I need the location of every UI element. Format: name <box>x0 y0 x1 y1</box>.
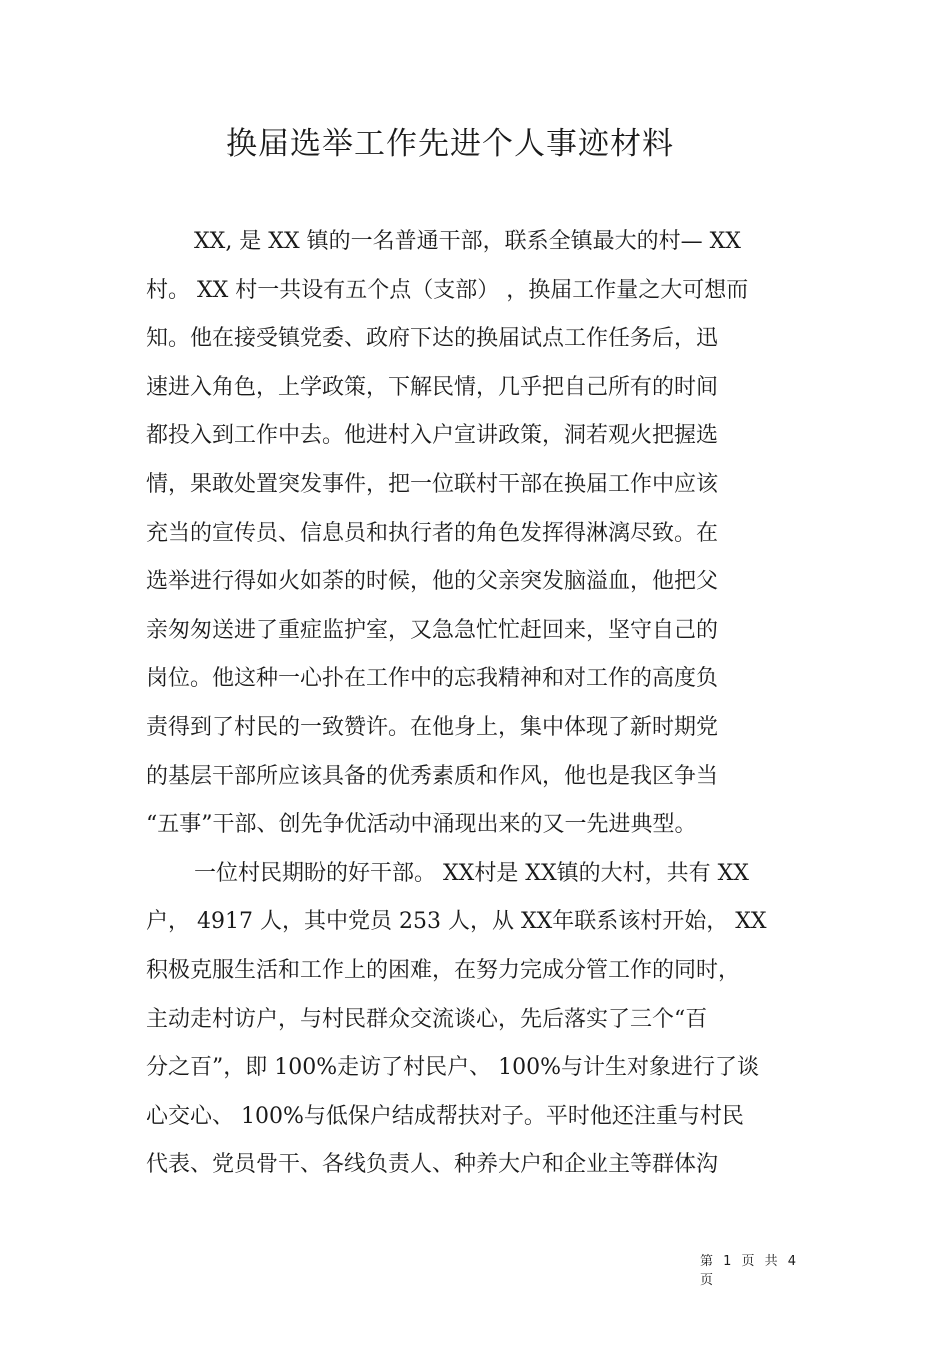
paragraph-line: 村。 XX 村一共设有五个点（支部） ，换届工作量之大可想而 <box>146 277 749 303</box>
paragraph-line: 主动走村访户，与村民群众交流谈心，先后落实了三个“百 <box>146 1006 708 1032</box>
page-number: 第 1 页 共 4 页 <box>700 1254 800 1288</box>
paragraph-line: 心交心、 100%与低保户结成帮扶对子。平时他还注重与村民 <box>146 1103 744 1129</box>
paragraph-line: 责得到了村民的一致赞许。在他身上，集中体现了新时期党 <box>146 714 719 740</box>
paragraph-line: “五事”干部、创先争优活动中涌现出来的又一先进典型。 <box>146 812 697 838</box>
paragraph-line: 速进入角色，上学政策，下解民情，几乎把自己所有的时间 <box>146 374 719 400</box>
paragraph-line: 亲匆匆送进了重症监护室，又急急忙忙赶回来，坚守自己的 <box>146 617 719 643</box>
paragraph-line: 代表、党员骨干、各线负责人、种养大户和企业主等群体沟 <box>146 1152 719 1178</box>
paragraph-line: 岗位。他这种一心扑在工作中的忘我精神和对工作的高度负 <box>146 666 719 692</box>
paragraph-line: 分之百”，即 100%走访了村民户、 100%与计生对象进行了谈 <box>146 1055 760 1081</box>
paragraph-line: 都投入到工作中去。他进村入户宣讲政策，洞若观火把握选 <box>146 423 719 449</box>
document-title: 换届选举工作先进个人事迹材料 <box>226 126 674 162</box>
paragraph-line: 积极克服生活和工作上的困难，在努力完成分管工作的同时， <box>146 957 741 983</box>
paragraph-line: 情，果敢处置突发事件，把一位联村干部在换届工作中应该 <box>146 471 719 497</box>
paragraph-line: 一位村民期盼的好干部。 XX村是 XX镇的大村，共有 XX <box>194 860 749 886</box>
paragraph-line: 充当的宣传员、信息员和执行者的角色发挥得淋漓尽致。在 <box>146 520 719 546</box>
paragraph-line: 的基层干部所应该具备的优秀素质和作风，他也是我区争当 <box>146 763 719 789</box>
paragraph-line: XX, 是 XX 镇的一名普通干部，联系全镇最大的村— XX <box>194 229 741 254</box>
document-body <box>146 218 826 1190</box>
paragraph-line: 选举进行得如火如荼的时候，他的父亲突发脑溢血，他把父 <box>146 569 719 595</box>
paragraph-line: 户， 4917 人，其中党员 253 人，从 XX年联系该村开始， XX <box>146 909 767 935</box>
paragraph-line: 知。他在接受镇党委、政府下达的换届试点工作任务后，迅 <box>146 326 719 352</box>
